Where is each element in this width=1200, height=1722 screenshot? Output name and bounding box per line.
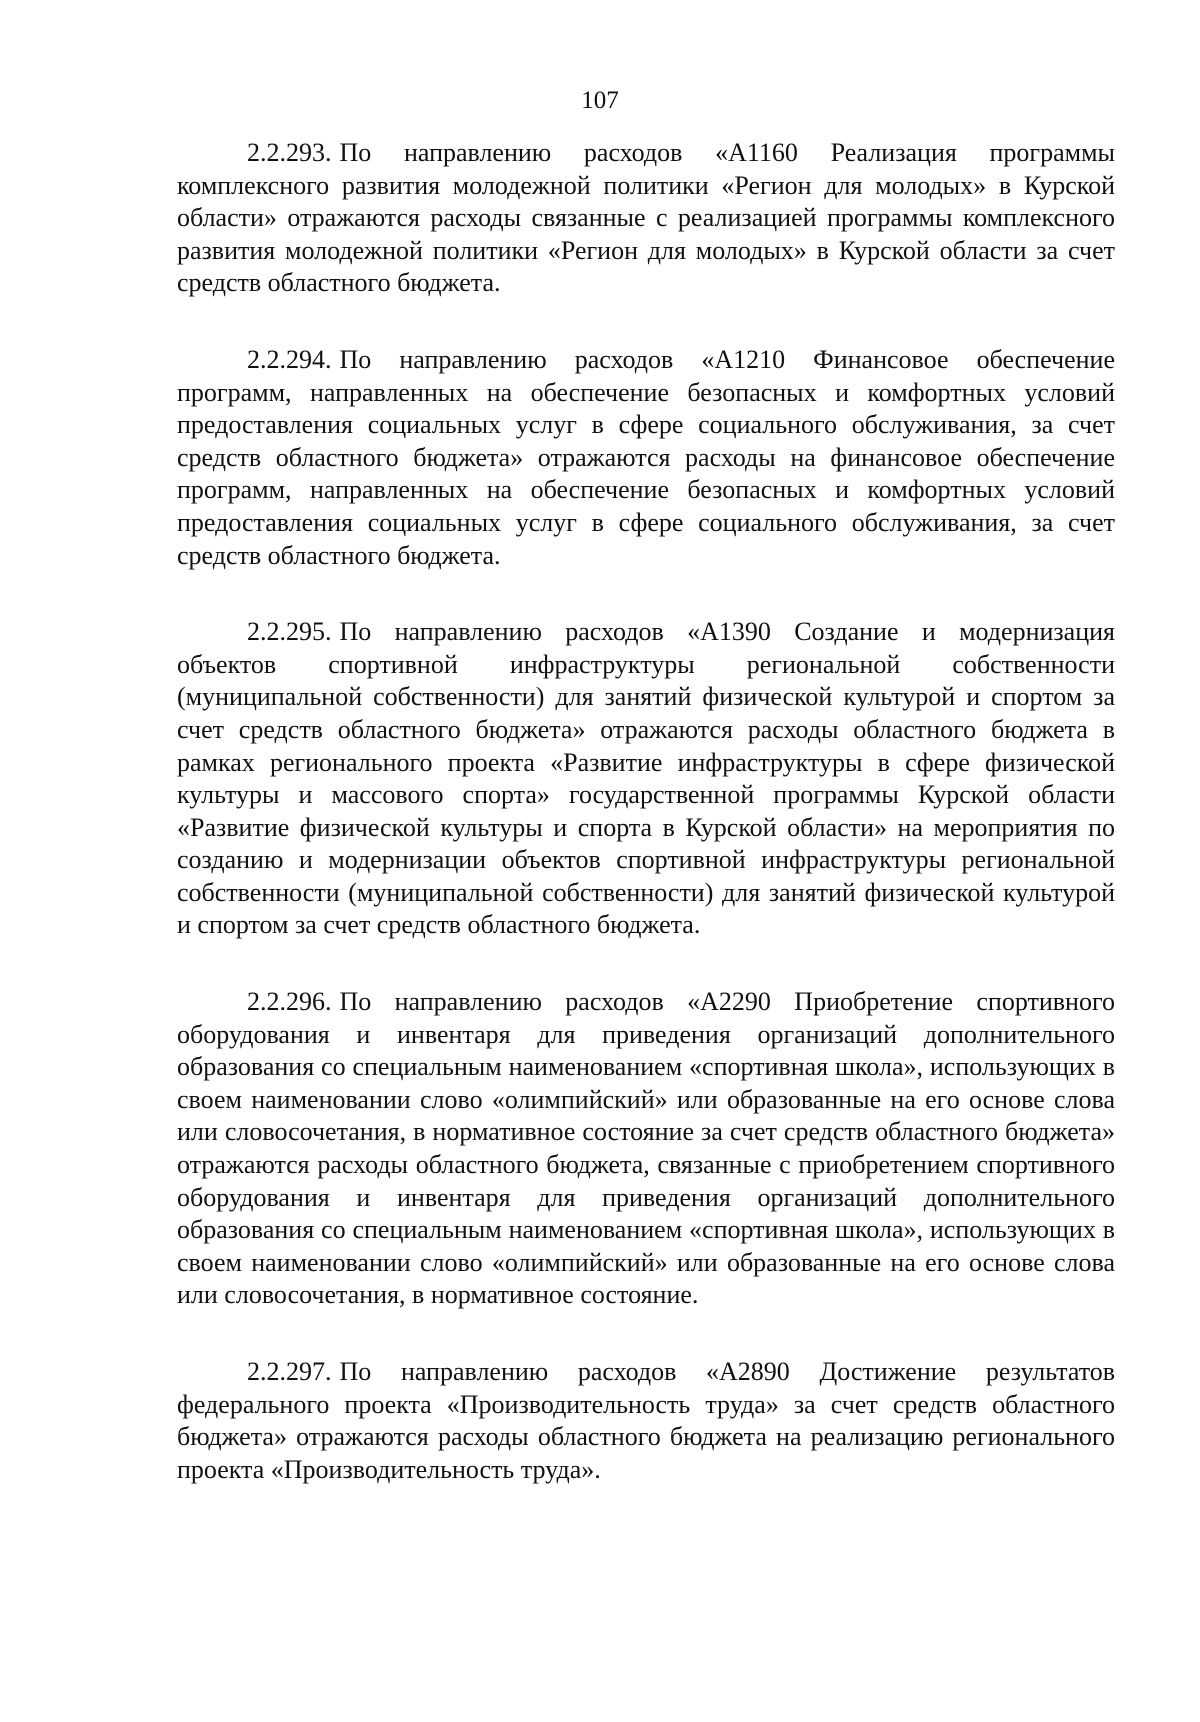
clause-number: 2.2.294. <box>247 344 332 374</box>
clause-2-2-295 <box>177 616 1115 942</box>
clause-2-2-294 <box>177 344 1115 572</box>
clause-number: 2.2.293. <box>247 138 332 167</box>
clause-2-2-293 <box>177 137 1115 300</box>
clause-text: По направлению расходов «А1160 Реализация программы комплексного развития молодежной политики «Регион для молодых» в Курской области» отражаются расходы связанные с реализацией программы комплексного развития молодежной политики «Регион для молодых» в Курской области за счет средств областного бюджета. <box>177 138 1115 298</box>
clause-number: 2.2.297. <box>247 1357 332 1386</box>
clause-text: По направлению расходов «А1210 Финансовое обеспечение программ, направленных на обеспечение безопасных и комфортных условий предоставления социальных услуг в сфере социального обслуживания, за счет средств областного бюджета» отражаются расходы на финансовое обеспечение программ, направленных на обеспечение безопасных и комфортных условий предоставления социальных услуг в сфере социального обслуживания, за счет средств областного бюджета. <box>177 344 1115 570</box>
document-body <box>177 137 1115 1486</box>
clause-2-2-297 <box>177 1356 1115 1486</box>
clause-text: По направлению расходов «А2890 Достижение результатов федерального проекта «Производительность труда» за счет средств областного бюджета» отражаются расходы областного бюджета на реализацию регионального проекта «Производительность труда». <box>177 1357 1115 1484</box>
clause-text: По направлению расходов «А1390 Создание и модернизация объектов спортивной инфраструктуры региональной собственности (муниципальной собственности) для занятий физической культурой и спортом за счет средств областного бюджета» отражаются расходы областного бюджета в рамках регионального проекта «Развитие инфраструктуры в сфере физической культуры и массового спорта» государственной программы Курской области «Развитие физической культуры и спорта в Курской области» на мероприятия по созданию и модернизации объектов спортивной инфраструктуры региональной собственности (муниципальной собственности) для занятий физической культурой и спортом за счет средств областного бюджета. <box>177 617 1115 940</box>
clause-2-2-296 <box>177 986 1115 1312</box>
clause-text: По направлению расходов «А2290 Приобретение спортивного оборудования и инвентаря для приведения организаций дополнительного образования со специальным наименованием «спортивная школа», использующих в своем наименовании слово «олимпийский» или образованные на его основе слова или словосочетания, в нормативное состояние за счет средств областного бюджета» отражаются расходы областного бюджета, связанные с приобретением спортивного оборудования и инвентаря для приведения организаций дополнительного образования со специальным наименованием «спортивная школа», использующих в своем наименовании слово «олимпийский» или образованные на его основе слова или словосочетания, в нормативное состояние. <box>177 987 1115 1310</box>
clause-number: 2.2.296. <box>247 987 332 1017</box>
clause-number: 2.2.295. <box>247 617 332 647</box>
page-number: 107 <box>581 87 619 114</box>
